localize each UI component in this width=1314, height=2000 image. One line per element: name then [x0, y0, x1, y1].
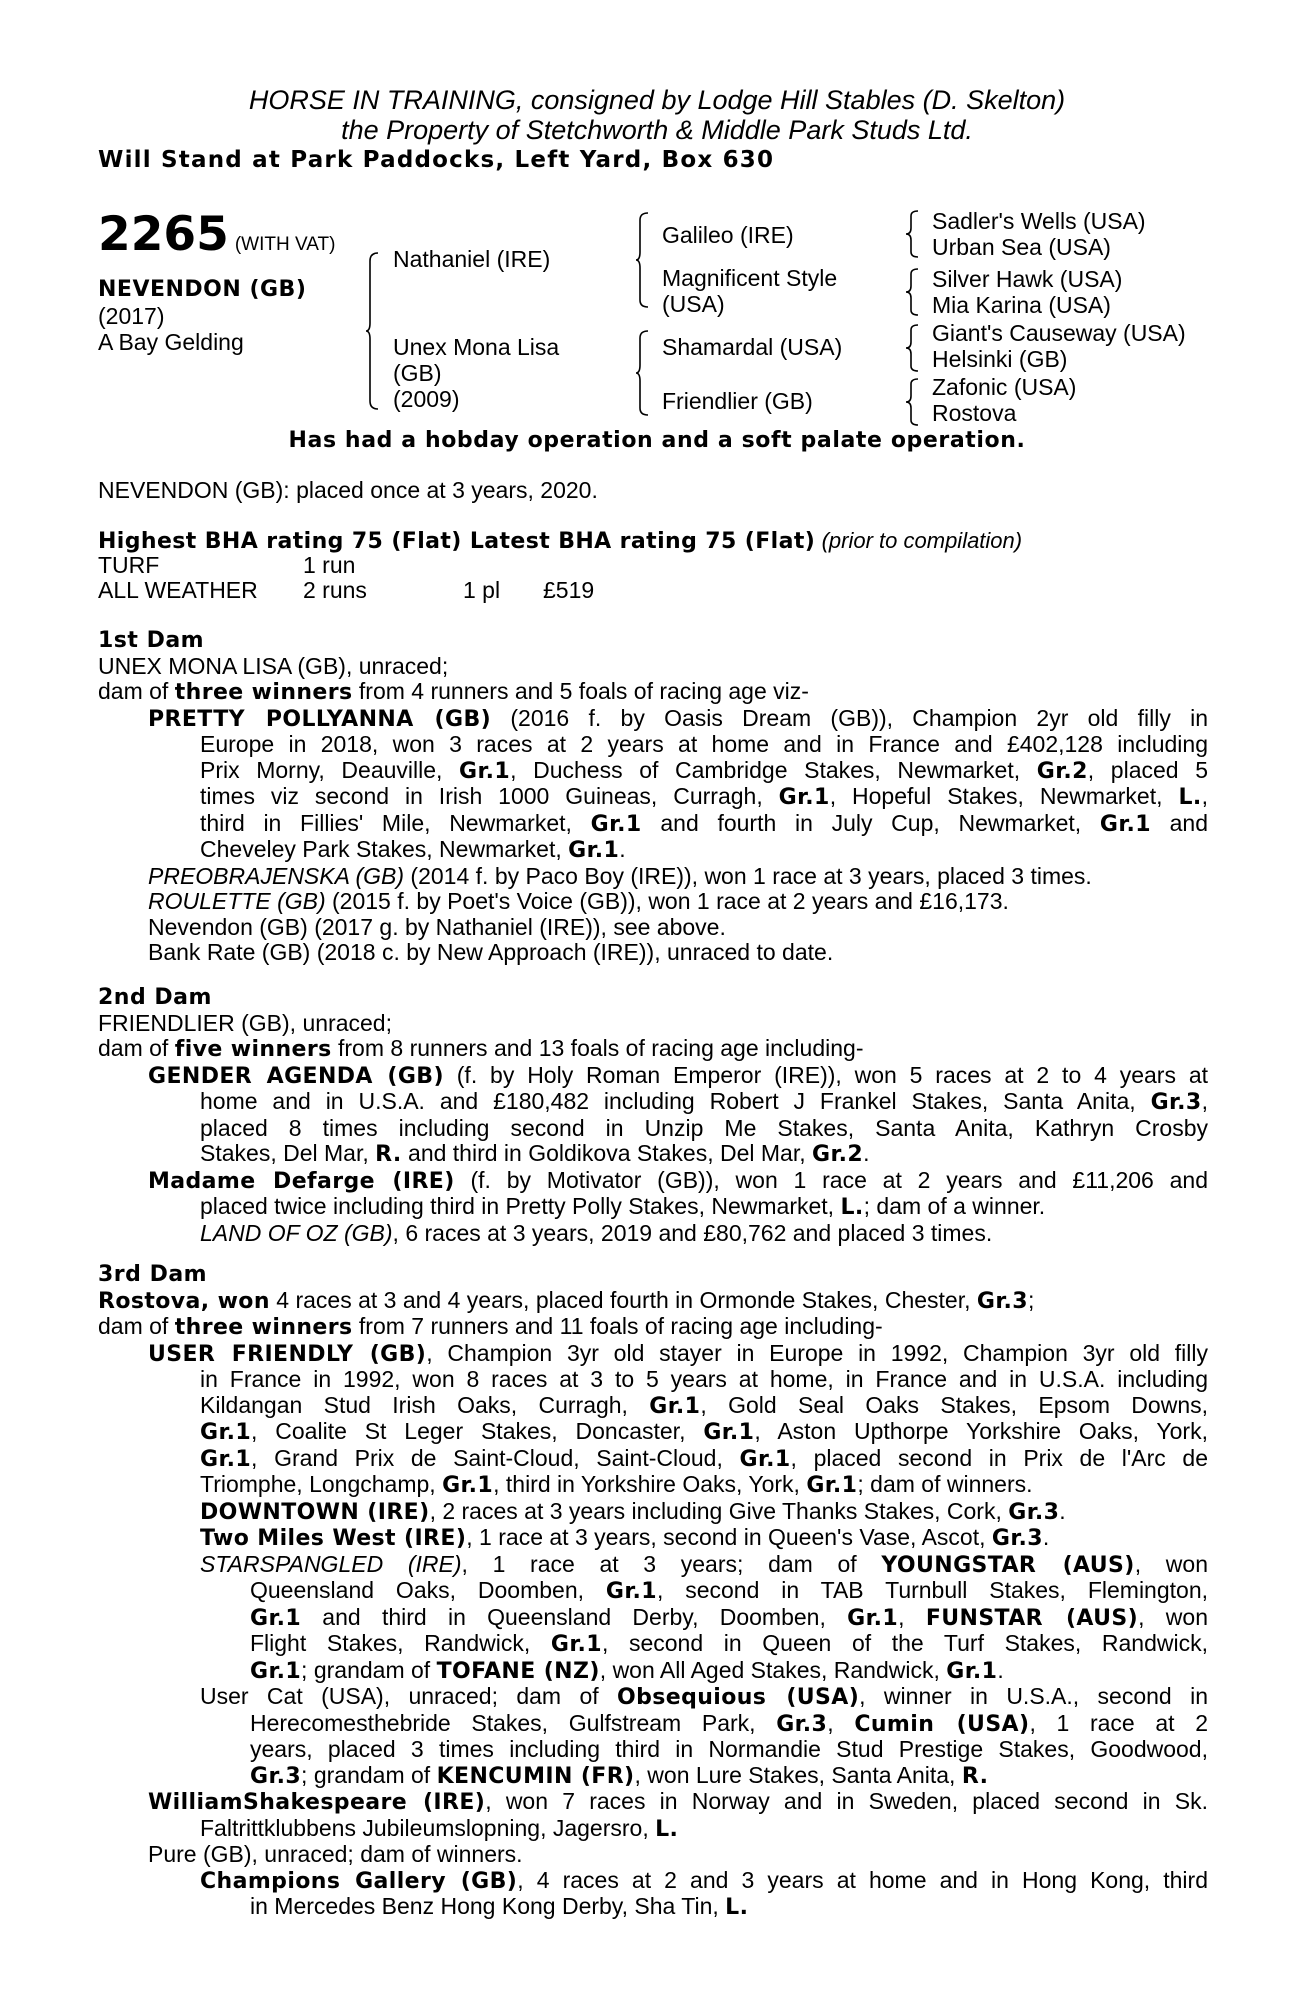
- sire-sire: Galileo (IRE): [662, 222, 794, 248]
- dam-intro: FRIENDLIER (GB), unraced;: [98, 1009, 392, 1036]
- text-span: and third in Goldikova Stakes, Del Mar,: [401, 1140, 813, 1166]
- text-span: ; grandam of: [301, 1761, 437, 1788]
- grade-badge: Gr.1: [459, 758, 511, 784]
- earnings: £519: [543, 577, 595, 603]
- section-heading: 1st Dam: [98, 628, 205, 653]
- pedigree-brace-ss: [906, 210, 920, 258]
- horse-name: Champions Gallery (GB): [200, 1868, 518, 1894]
- text-span: in Mercedes Benz Hong Kong Derby, Sha Tin,: [250, 1893, 726, 1919]
- grade-badge: Gr.1: [250, 1658, 302, 1684]
- produce-entry-line: [98, 1419, 1208, 1446]
- section-heading: 2nd Dam: [98, 985, 212, 1010]
- text-span: User Cat (USA), unraced; dam of: [200, 1683, 617, 1709]
- grade-badge: Gr.2: [1036, 758, 1088, 784]
- sd-dam: Mia Karina (USA): [932, 292, 1111, 318]
- produce-entry-line: [98, 811, 1208, 838]
- text-span: from 8 runners and 13 foals of racing age including-: [331, 1035, 864, 1061]
- horse-name: Two Miles West (IRE): [200, 1526, 467, 1551]
- horse-name: PREOBRAJENSKA (GB): [148, 862, 405, 889]
- grade-badge: Gr.1: [442, 1473, 494, 1498]
- produce-entry: [98, 706, 1208, 733]
- pedigree-brace-dam: [636, 330, 650, 416]
- text-span: .: [1042, 1524, 1050, 1550]
- text-span: , Aston Upthorpe Yorkshire Oaks, York,: [754, 1418, 1208, 1444]
- lot-info: [98, 277, 306, 355]
- grade-badge: Gr.1: [605, 1579, 657, 1604]
- grade-badge: Gr.1: [946, 1658, 998, 1684]
- dam-intro: [98, 1288, 1208, 1315]
- produce-entry-line: years, placed 3 times including third in Normandie Stud Prestige Stakes, Goodwood,: [250, 1736, 1208, 1762]
- dam-foaling-year: (2009): [393, 386, 460, 412]
- grade-badge: Gr.1: [649, 1393, 701, 1419]
- text-span: , won 7 races in Norway and in Sweden, placed second in Sk.: [485, 1788, 1208, 1814]
- text-span: third in Fillies' Mile, Newmarket,: [200, 809, 591, 836]
- rating-text: Highest BHA rating 75 (Flat) Latest BHA rating 75 (Flat): [98, 529, 816, 554]
- text-span: .: [997, 1656, 1004, 1683]
- run-count: 1 run: [303, 552, 356, 578]
- produce-entry-line: Europe in 2018, won 3 races at 2 years at home and in France and £402,128 including: [200, 731, 1208, 757]
- dam-name-line: (GB): [393, 360, 442, 386]
- text-span: (2014 f. by Paco Boy (IRE)), won 1 race at 3 years, placed 3 times.: [404, 862, 1092, 889]
- text-span: ,: [1201, 1088, 1208, 1114]
- grade-badge: Gr.3: [976, 1288, 1028, 1314]
- grade-badge: Gr.1: [590, 811, 642, 837]
- grade-badge: L.: [840, 1195, 864, 1220]
- produce-entry-line: [98, 1894, 1208, 1921]
- runs-table: [98, 553, 594, 603]
- text-span: .: [863, 1140, 870, 1166]
- surface-label: TURF: [98, 552, 160, 578]
- text-span: , second in Queen of the Turf Stakes, Randwick,: [601, 1630, 1208, 1656]
- text-span: (f. by Holy Roman Emperor (IRE)), won 5 races at 2 to 4 years at: [443, 1061, 1208, 1088]
- text-span: (f. by Motivator (GB)), won 1 race at 2 years and £11,206 and: [454, 1166, 1208, 1193]
- stable-location: Will Stand at Park Paddocks, Left Yard, Box 630: [98, 147, 775, 173]
- produce-entry-line: [98, 1141, 1208, 1168]
- text-span: and third in Queensland Derby, Doomben,: [301, 1603, 848, 1630]
- pedigree-brace-ds: [906, 324, 920, 372]
- grade-badge: Gr.2: [812, 1142, 864, 1167]
- text-span: ;: [1027, 1286, 1035, 1313]
- grade-badge: Gr.1: [568, 838, 620, 863]
- produce-entry-line: [98, 1472, 1208, 1499]
- dam-name-line: Unex Mona Lisa: [393, 334, 560, 360]
- runs-row-aw: [98, 578, 594, 603]
- text-span: , Duchess of Cambridge Stakes, Newmarket,: [510, 756, 1037, 783]
- text-span: times viz second in Irish 1000 Guineas, Curragh,: [200, 783, 779, 809]
- text-span: Prix Morny, Deauville,: [200, 756, 460, 783]
- operation-note: Has had a hobday operation and a soft palate operation.: [288, 428, 1026, 453]
- text-span: ; dam of winners.: [857, 1471, 1033, 1497]
- text-span: Kildangan Stud Irish Oaks, Curragh,: [200, 1391, 650, 1418]
- text-span: ,: [827, 1709, 855, 1736]
- section-heading: 3rd Dam: [98, 1262, 208, 1287]
- dam-produce-summary: [98, 679, 1208, 706]
- text-span: , 1 race at 2: [1029, 1709, 1208, 1736]
- text-span: , 1 race at 3 years; dam of: [461, 1550, 882, 1577]
- produce-entry-line: [98, 784, 1208, 811]
- produce-entry-line: [98, 1658, 1208, 1685]
- produce-entry: [98, 1525, 1208, 1552]
- text-span: and: [1150, 809, 1209, 836]
- sire-dam-line: Magnificent Style: [662, 265, 838, 291]
- grade-badge: Gr.1: [550, 1632, 602, 1657]
- grade-badge: Gr.1: [778, 785, 830, 810]
- grade-badge: Gr.3: [1150, 1090, 1202, 1115]
- produce-entry-line: [98, 1763, 1208, 1790]
- grade-badge: R.: [375, 1142, 402, 1167]
- text-span: Triomphe, Longchamp,: [200, 1471, 443, 1497]
- text-span: , Champion 3yr old stayer in Europe in 1992, Champion 3yr old filly: [426, 1339, 1208, 1366]
- grade-badge: L.: [725, 1895, 749, 1920]
- grade-badge: Gr.1: [250, 1605, 302, 1631]
- grade-badge: Gr.1: [200, 1420, 252, 1445]
- first-dam-section: [98, 628, 1208, 966]
- text-span: Flight Stakes, Randwick,: [250, 1630, 551, 1656]
- produce-entry-line: [98, 1816, 1208, 1843]
- produce-entry-line: [98, 837, 1208, 864]
- text-span: and fourth in July Cup, Newmarket,: [641, 809, 1100, 836]
- produce-entry-line: [98, 1194, 1208, 1221]
- text-span: 4 races at 3 and 4 years, placed fourth in Ormonde Stakes, Chester,: [269, 1286, 977, 1313]
- surface-label: ALL WEATHER: [98, 577, 258, 603]
- text-span: Cheveley Park Stakes, Newmarket,: [200, 836, 569, 862]
- grade-badge: L.: [655, 1816, 679, 1842]
- text-span: , Gold Seal Oaks Stakes, Epsom Downs,: [700, 1391, 1208, 1418]
- grade-badge: Gr.3: [991, 1526, 1043, 1551]
- text-span: Stakes, Del Mar,: [200, 1140, 376, 1166]
- grade-badge: Gr.3: [1008, 1499, 1060, 1525]
- second-dam-section: [98, 985, 1208, 1246]
- text-span: ,: [1201, 783, 1209, 809]
- horse-name: STARSPANGLED (IRE): [200, 1550, 462, 1577]
- horse-name: NEVENDON (GB): [98, 277, 307, 302]
- text-span: dam of: [98, 1313, 175, 1339]
- dam-produce-summary: [98, 1036, 1208, 1063]
- text-span: ; dam of a winner.: [863, 1193, 1046, 1219]
- horse-name: WilliamShakespeare (IRE): [148, 1790, 486, 1815]
- text-span: Herecomesthebride Stakes, Gulfstream Park,: [250, 1709, 777, 1736]
- sd-sire: Silver Hawk (USA): [932, 266, 1123, 292]
- text-span: (2016 f. by Oasis Dream (GB)), Champion 2yr old filly in: [491, 704, 1208, 731]
- produce-entry: [98, 1341, 1208, 1368]
- consignor-line: HORSE IN TRAINING, consigned by Lodge Hill Stables (D. Skelton): [248, 85, 1066, 115]
- produce-entry: Pure (GB), unraced; dam of winners.: [148, 1841, 523, 1867]
- dam-name: [393, 334, 559, 412]
- grade-badge: Gr.3: [250, 1763, 302, 1789]
- horse-name: GENDER AGENDA (GB): [148, 1063, 444, 1089]
- horse-name: PRETTY POLLYANNA (GB): [148, 706, 492, 732]
- produce-entry-line: [98, 1221, 1208, 1247]
- produce-entry-line: [98, 1089, 1208, 1116]
- lot-heading: [98, 207, 336, 262]
- produce-entry-line: [98, 1446, 1208, 1473]
- grade-badge: Gr.1: [806, 1473, 858, 1498]
- produce-entry-line: [98, 1711, 1208, 1738]
- rating-note: (prior to compilation): [821, 528, 1023, 553]
- produce-entry: [98, 1552, 1208, 1579]
- property-line: the Property of Stetchworth & Middle Park Studs Ltd.: [341, 115, 973, 145]
- horse-name: KENCUMIN (FR): [436, 1763, 635, 1789]
- text-span: , won: [1134, 1550, 1209, 1577]
- pedigree-brace-sd: [906, 268, 920, 316]
- produce-entry-line: [98, 1393, 1208, 1420]
- dd-sire: Zafonic (USA): [932, 374, 1077, 400]
- dam-produce-summary: [98, 1314, 1208, 1341]
- ds-sire: Giant's Causeway (USA): [932, 320, 1186, 346]
- horse-description: A Bay Gelding: [98, 329, 244, 355]
- horse-name: Rostova, won: [98, 1288, 270, 1314]
- dam-dam: Friendlier (GB): [662, 388, 813, 414]
- horse-name: Cumin (USA): [854, 1711, 1030, 1737]
- produce-entry: [98, 864, 1208, 890]
- produce-entry-line: in France in 1992, won 8 races at 3 to 5 years at home, in France and in U.S.A. including: [200, 1366, 1208, 1392]
- run-count: 2 runs: [303, 577, 367, 603]
- produce-entry: [98, 889, 1208, 915]
- pedigree-brace-gen1: [366, 252, 380, 410]
- grade-badge: Gr.1: [200, 1446, 252, 1472]
- text-span: , Coalite St Leger Stakes, Doncaster,: [251, 1418, 704, 1444]
- text-span: , 4 races at 2 and 3 years at home and in Hong Kong, third: [517, 1866, 1208, 1893]
- text-span: , 1 race at 3 years, second in Queen's Vase, Ascot,: [466, 1524, 992, 1550]
- dam-intro: UNEX MONA LISA (GB), unraced;: [98, 652, 449, 679]
- produce-entry-line: [98, 758, 1208, 785]
- runs-row-turf: [98, 553, 594, 578]
- produce-entry: Nevendon (GB) (2017 g. by Nathaniel (IRE)), see above.: [148, 913, 726, 940]
- grade-badge: R.: [961, 1763, 989, 1789]
- horse-name: USER FRIENDLY (GB): [148, 1341, 427, 1367]
- grade-badge: Gr.1: [703, 1420, 755, 1445]
- placed-count: 1 pl: [463, 577, 501, 603]
- text-span: Faltrittklubbens Jubileumslopning, Jagersro,: [200, 1814, 656, 1841]
- text-span: (2015 f. by Poet's Voice (GB)), won 1 race at 2 years and £16,173.: [325, 888, 1009, 914]
- winners-count: three winners: [174, 1315, 353, 1340]
- produce-entry: [98, 1868, 1208, 1895]
- text-span: , Hopeful Stakes, Newmarket,: [829, 783, 1179, 809]
- horse-name: ROULETTE (GB): [148, 888, 326, 914]
- text-span: , third in Yorkshire Oaks, York,: [493, 1471, 807, 1497]
- text-span: placed twice including third in Pretty Polly Stakes, Newmarket,: [200, 1193, 841, 1219]
- sire-dam: [662, 265, 837, 317]
- pedigree-brace-dd: [906, 378, 920, 426]
- horse-name: Madame Defarge (IRE): [148, 1168, 455, 1194]
- ss-sire: Sadler's Wells (USA): [932, 208, 1146, 234]
- text-span: , Grand Prix de Saint-Cloud, Saint-Cloud,: [251, 1444, 740, 1471]
- pedigree-brace-sire: [636, 212, 650, 308]
- horse-name: TOFANE (NZ): [436, 1658, 600, 1684]
- produce-entry-line: placed 8 times including second in Unzip Me Stakes, Santa Anita, Kathryn Crosby: [200, 1114, 1208, 1141]
- text-span: , won Lure Stakes, Santa Anita,: [634, 1761, 962, 1788]
- sire-name: Nathaniel (IRE): [393, 246, 551, 272]
- produce-entry: [98, 1499, 1208, 1526]
- text-span: , 6 races at 3 years, 2019 and £80,762 and placed 3 times.: [392, 1219, 993, 1246]
- horse-name: Obsequious (USA): [617, 1685, 860, 1710]
- race-summary: NEVENDON (GB): placed once at 3 years, 2020.: [98, 477, 598, 503]
- text-span: Queensland Oaks, Doomben,: [250, 1577, 606, 1603]
- text-span: from 7 runners and 11 foals of racing age including-: [352, 1313, 883, 1339]
- third-dam-section: [98, 1262, 1208, 1921]
- text-span: dam of: [98, 1035, 175, 1061]
- winners-count: three winners: [174, 680, 353, 705]
- horse-name: YOUNGSTAR (AUS): [881, 1552, 1135, 1578]
- produce-entry: [98, 1684, 1208, 1711]
- ds-dam: Helsinki (GB): [932, 346, 1068, 372]
- bha-rating: [98, 528, 1208, 555]
- text-span: home and in U.S.A. and £180,482 including Robert J Frankel Stakes, Santa Anita,: [200, 1088, 1151, 1114]
- horse-name: DOWNTOWN (IRE): [200, 1499, 430, 1525]
- vat-note: (WITH VAT): [234, 234, 336, 255]
- text-span: , winner in U.S.A., second in: [859, 1683, 1208, 1709]
- text-span: , 2 races at 3 years including Give Thanks Stakes, Cork,: [429, 1497, 1009, 1524]
- sire-dam-line: (USA): [662, 291, 725, 317]
- text-span: , second in TAB Turnbull Stakes, Flemington,: [656, 1577, 1208, 1603]
- grade-badge: L.: [1178, 785, 1202, 810]
- text-span: , won All Aged Stakes, Randwick,: [599, 1656, 947, 1683]
- text-span: ; grandam of: [301, 1656, 437, 1683]
- text-span: .: [619, 836, 626, 862]
- dam-sire: Shamardal (USA): [662, 334, 843, 360]
- grade-badge: Gr.1: [1099, 811, 1151, 837]
- text-span: dam of: [98, 678, 175, 704]
- produce-entry-line: [98, 1631, 1208, 1658]
- produce-entry: [98, 1789, 1208, 1816]
- grade-badge: Gr.1: [739, 1446, 791, 1472]
- text-span: , won: [1138, 1603, 1208, 1630]
- produce-entry: [98, 1063, 1208, 1090]
- produce-entry: Bank Rate (GB) (2018 c. by New Approach (IRE)), unraced to date.: [148, 939, 834, 965]
- foaling-year: (2017): [98, 303, 165, 329]
- produce-entry-line: [98, 1578, 1208, 1605]
- horse-name: FUNSTAR (AUS): [925, 1605, 1139, 1631]
- lot-number: 2265: [98, 207, 229, 262]
- text-span: , placed 5: [1087, 756, 1208, 783]
- ss-dam: Urban Sea (USA): [932, 234, 1111, 260]
- winners-count: five winners: [174, 1037, 332, 1062]
- text-span: ,: [898, 1603, 926, 1630]
- dd-dam: Rostova: [932, 400, 1017, 426]
- text-span: , placed second in Prix de l'Arc de: [790, 1444, 1208, 1471]
- grade-badge: Gr.3: [776, 1711, 828, 1737]
- text-span: from 4 runners and 5 foals of racing age viz-: [352, 678, 809, 704]
- grade-badge: Gr.1: [847, 1605, 899, 1631]
- produce-entry: [98, 1168, 1208, 1195]
- horse-name: LAND OF OZ (GB): [200, 1219, 393, 1246]
- produce-entry-line: [98, 1605, 1208, 1632]
- text-span: .: [1059, 1497, 1066, 1524]
